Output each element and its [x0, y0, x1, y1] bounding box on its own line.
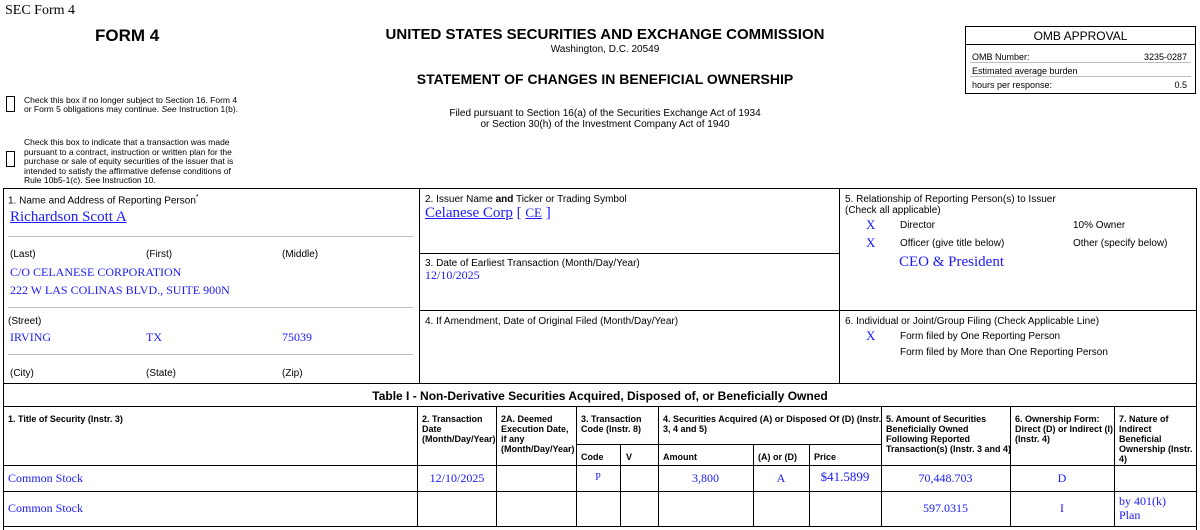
- officer-mark: X: [866, 235, 876, 250]
- reporting-person-label: 1. Name and Address of Reporting Person*: [8, 194, 199, 207]
- filing-type-mark: X: [866, 328, 876, 343]
- col-deemed-execution-date: 2A. Deemed Execution Date, if any (Month/Day/Year): [501, 414, 575, 454]
- reporting-person-name[interactable]: Richardson Scott A: [10, 209, 127, 225]
- rule10b5-checkbox-text: Check this box to indicate that a transaction was made pursuant to a contract, instruction or written plan for the purchase or sale of equity securities of the issuer that is intended to satisfy the affirmative defense conditions of Rule 10b5-1(c). See Instruction 10.: [24, 137, 234, 185]
- officer-title: CEO & President: [899, 254, 1004, 270]
- city-label: (City): [10, 368, 34, 379]
- subcol-code: Code: [581, 452, 604, 462]
- row1-code: P: [595, 472, 601, 483]
- city-value: IRVING: [10, 330, 52, 344]
- issuer-value: Celanese Corp [ CE ]: [425, 205, 551, 221]
- col-ownership-form: 6. Ownership Form: Direct (D) or Indirect (I) (Instr. 4): [1015, 414, 1114, 444]
- section16-checkbox[interactable]: [6, 96, 15, 112]
- issuer-label: 2. Issuer Name and Ticker or Trading Symbol: [425, 194, 627, 205]
- filed-pursuant: Filed pursuant to Section 16(a) of the Securities Exchange Act of 1934 or Section 30(h) of the Investment Company Act of 1940: [449, 108, 761, 130]
- row2-security: Common Stock: [8, 501, 84, 515]
- omb-hours-value: 0.5: [1174, 80, 1187, 90]
- earliest-transaction-date: 12/10/2025: [425, 268, 480, 282]
- statement-title: STATEMENT OF CHANGES IN BENEFICIAL OWNERSHIP: [416, 71, 794, 87]
- subcol-a-or-d: (A) or (D): [758, 452, 797, 462]
- row1-price: $41.5899: [820, 469, 870, 484]
- omb-hours-label: hours per response:: [972, 80, 1053, 90]
- omb-burden-label: Estimated average burden: [972, 66, 1078, 76]
- director-label: Director: [900, 220, 936, 231]
- col-title-of-security: 1. Title of Security (Instr. 3): [8, 414, 123, 424]
- earliest-transaction-label: 3. Date of Earliest Transaction (Month/Day/Year): [425, 258, 640, 269]
- zip-label: (Zip): [282, 368, 303, 379]
- omb-number-label: OMB Number:: [972, 52, 1030, 62]
- row1-owned: 70,448.703: [918, 471, 973, 485]
- subcol-amount: Amount: [663, 452, 697, 462]
- form-id: SEC Form 4: [5, 3, 76, 18]
- omb-title: OMB APPROVAL: [966, 27, 1195, 45]
- ticker-link[interactable]: CE: [525, 205, 543, 220]
- first-label: (First): [146, 249, 173, 260]
- amendment-label: 4. If Amendment, Date of Original Filed (Month/Day/Year): [425, 316, 679, 327]
- filing-one-person: Form filed by One Reporting Person: [900, 331, 1061, 342]
- section16-checkbox-text: Check this box if no longer subject to Section 16. Form 4 or Form 5 obligations may continue. See Instruction 1(b).: [24, 95, 239, 114]
- subcol-price: Price: [814, 452, 837, 462]
- address-line-2: 222 W LAS COLINAS BLVD., SUITE 900N: [10, 283, 230, 297]
- state-value: TX: [146, 330, 162, 344]
- form-title: FORM 4: [95, 26, 160, 45]
- street-label: (Street): [8, 316, 42, 327]
- issuer-name-link[interactable]: Celanese Corp: [425, 205, 513, 221]
- agency-name: UNITED STATES SECURITIES AND EXCHANGE COMMISSION: [385, 26, 825, 43]
- relationship-label: 5. Relationship of Reporting Person(s) to Issuer (Check all applicable): [845, 194, 1056, 216]
- omb-approval-box: [965, 26, 1196, 94]
- director-mark: X: [866, 217, 876, 232]
- col-transaction-date: 2. Transaction Date (Month/Day/Year): [422, 414, 496, 444]
- col-transaction-code: 3. Transaction Code (Instr. 8): [581, 414, 642, 434]
- col-securities-acquired: 4. Securities Acquired (A) or Disposed Of (D) (Instr. 3, 4 and 5): [663, 414, 882, 434]
- table1-title: Table I - Non-Derivative Securities Acquired, Disposed of, or Beneficially Owned: [372, 389, 828, 403]
- agency-location: Washington, D.C. 20549: [550, 44, 660, 55]
- state-label: (State): [146, 368, 177, 379]
- col-nature-indirect-ownership: 7. Nature of Indirect Beneficial Ownership (Instr. 4): [1119, 414, 1193, 464]
- row1-a-or-d: A: [776, 471, 786, 485]
- row2-nature: by 401(k) Plan: [1119, 494, 1166, 522]
- row1-security: Common Stock: [8, 471, 84, 485]
- officer-label: Officer (give title below): [900, 238, 1005, 249]
- col-amount-owned: 5. Amount of Securities Beneficially Owned Following Reported Transaction(s) (Instr. 3 and 4): [886, 414, 1012, 454]
- subcol-v: V: [626, 452, 633, 462]
- ten-percent-owner-label: 10% Owner: [1073, 220, 1126, 231]
- row2-owned: 597.0315: [923, 501, 968, 515]
- middle-label: (Middle): [282, 249, 319, 260]
- row1-ownership-form: D: [1057, 471, 1067, 485]
- filing-multiple-persons: Form filed by More than One Reporting Person: [900, 347, 1108, 358]
- last-label: (Last): [10, 249, 36, 260]
- row1-date: 12/10/2025: [429, 471, 485, 485]
- address-line-1: C/O CELANESE CORPORATION: [10, 265, 182, 279]
- row1-amount: 3,800: [692, 471, 719, 485]
- omb-number-value: 3235-0287: [1143, 52, 1187, 62]
- rule10b5-checkbox[interactable]: [6, 151, 15, 167]
- zip-value: 75039: [282, 330, 312, 344]
- row2-ownership-form: I: [1060, 501, 1064, 515]
- other-label: Other (specify below): [1073, 238, 1168, 249]
- filing-type-label: 6. Individual or Joint/Group Filing (Check Applicable Line): [845, 316, 1100, 327]
